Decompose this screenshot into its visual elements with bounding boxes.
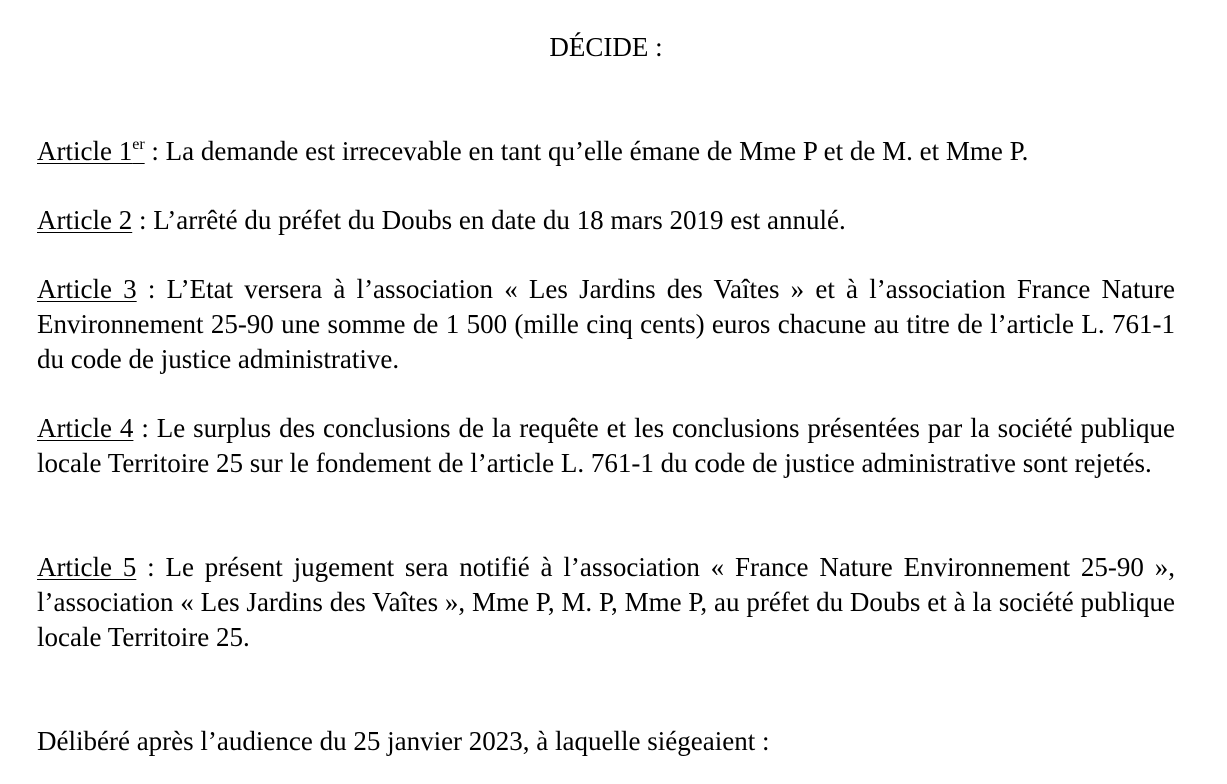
article-2 xyxy=(37,203,1175,238)
article-2-text: : L’arrêté du préfet du Doubs en date du 18 mars 2019 est annulé. xyxy=(132,205,846,235)
article-1-label-superscript: er xyxy=(132,136,145,153)
article-1-text: : La demande est irrecevable en tant qu’elle émane de Mme P et de M. et Mme P. xyxy=(144,136,1029,166)
article-3-text: : L’Etat versera à l’association « Les Jardins des Vaîtes » et à l’association France Nature Environnement 25-90 une somme de 1 500 (mille cinq cents) euros chacune au titre de l’article L. 761-1 du code de justice administrative. xyxy=(37,274,1175,374)
article-4-label: Article 4 xyxy=(37,413,134,443)
article-5-text: : Le présent jugement sera notifié à l’association « France Nature Environnement 25-90 », l’association « Les Jardins des Vaîtes », Mme P, M. P, Mme P, au préfet du Doubs et à la société publique locale Territoire 25. xyxy=(37,552,1175,652)
article-5-label: Article 5 xyxy=(37,552,137,582)
deliberation-closing: Délibéré après l’audience du 25 janvier 2023, à laquelle siégeaient : xyxy=(37,726,770,756)
article-5 xyxy=(37,550,1175,655)
article-3 xyxy=(37,272,1175,377)
article-1-label xyxy=(37,136,145,166)
article-2-label: Article 2 xyxy=(37,205,133,235)
article-4-text: : Le surplus des conclusions de la requête et les conclusions présentées par la société publique locale Territoire 25 sur le fondement de l’article L. 761-1 du code de justice administrative sont rejetés. xyxy=(37,413,1175,478)
article-3-label: Article 3 xyxy=(37,274,137,304)
article-1-label-text: Article 1 xyxy=(37,136,133,166)
article-1 xyxy=(37,134,1175,169)
article-4 xyxy=(37,411,1175,481)
decision-heading: DÉCIDE : xyxy=(549,32,663,62)
